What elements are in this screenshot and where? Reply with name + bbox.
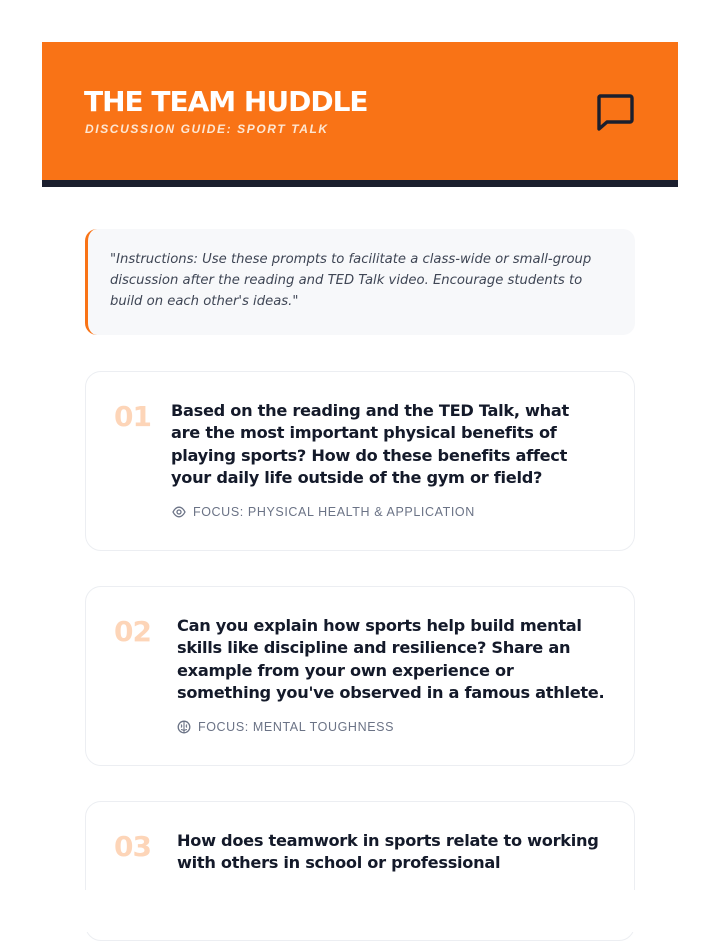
page-bottom-fade [0, 890, 720, 932]
page-subtitle: DISCUSSION GUIDE: SPORT TALK [85, 122, 329, 136]
instructions-text: "Instructions: Use these prompts to facilitate a class-wide or small-group discussion after the reading and TED Talk video. Encourage students to build on each other's ideas." [110, 252, 592, 309]
card-number: 03 [114, 830, 151, 863]
discussion-card-2 [85, 586, 635, 766]
card-focus [172, 505, 475, 519]
card-question: Can you explain how sports help build mental skills like discipline and resilience? Share an example from your own experience or something you've observed in a famous athlete. [177, 616, 605, 702]
card-focus [177, 720, 394, 734]
card-focus-label: FOCUS: MENTAL TOUGHNESS [198, 720, 395, 734]
card-number: 01 [114, 400, 151, 433]
page-title: THE TEAM HUDDLE [84, 85, 368, 118]
card-focus-label: FOCUS: PHYSICAL HEALTH & APPLICATION [193, 505, 475, 519]
discussion-card-1 [85, 371, 635, 551]
card-question: Based on the reading and the TED Talk, what are the most important physical benefits of playing sports? How do these benefits affect your daily life outside of the gym or field? [171, 401, 569, 487]
card-number: 02 [114, 615, 151, 648]
header-banner [42, 42, 678, 187]
brain-icon [177, 720, 191, 734]
chat-bubble-icon[interactable] [594, 92, 636, 132]
eye-icon [172, 506, 186, 518]
instructions-callout [85, 229, 635, 335]
card-question: How does teamwork in sports relate to working with others in school or professional [177, 831, 599, 873]
